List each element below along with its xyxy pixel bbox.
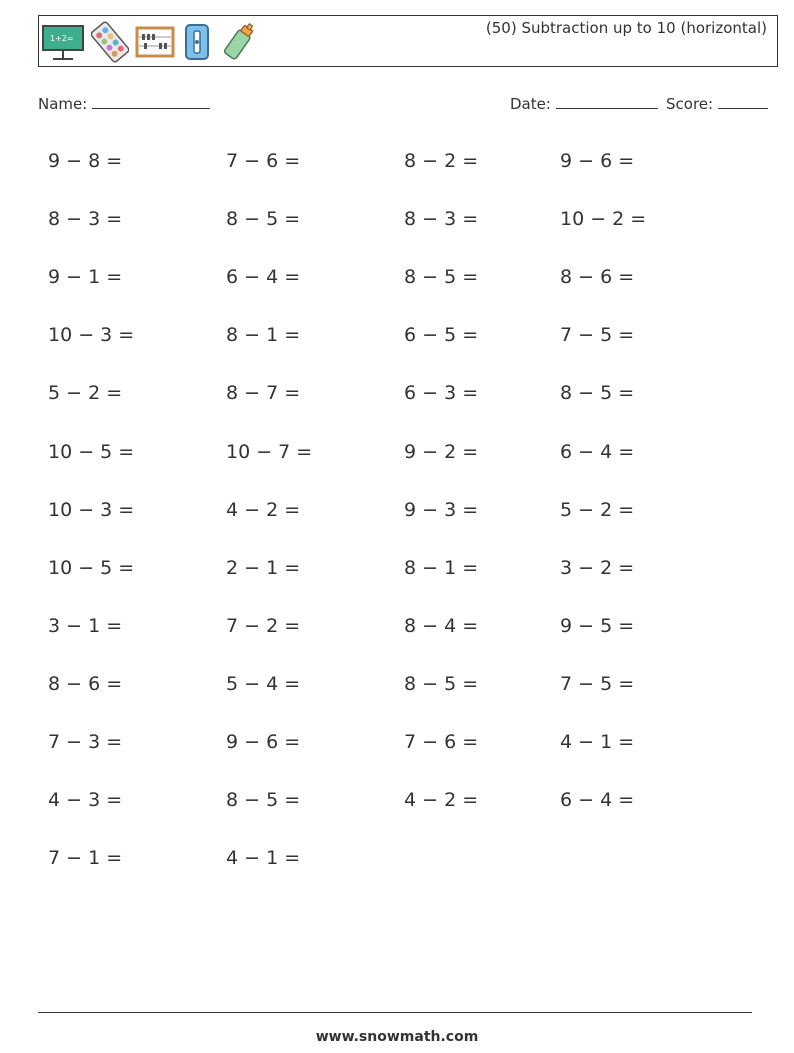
problem-item: 7 − 2 = xyxy=(226,615,301,637)
date-blank-line[interactable] xyxy=(556,94,658,109)
date-label: Date: xyxy=(510,95,551,113)
problem-item: 6 − 5 = xyxy=(404,324,479,346)
date-field[interactable] xyxy=(510,94,658,113)
problem-item: 8 − 3 = xyxy=(404,208,479,230)
problem-item: 5 − 4 = xyxy=(226,673,301,695)
svg-text:1+2=: 1+2= xyxy=(50,34,74,43)
score-label: Score: xyxy=(666,95,714,113)
problem-item: 9 − 3 = xyxy=(404,499,479,521)
problem-item: 7 − 6 = xyxy=(404,731,479,753)
worksheet-title: (50) Subtraction up to 10 (horizontal) xyxy=(485,19,767,37)
problem-item: 10 − 5 = xyxy=(48,557,135,579)
problem-item: 7 − 3 = xyxy=(48,731,123,753)
problem-item: 8 − 5 = xyxy=(404,673,479,695)
problem-item: 8 − 3 = xyxy=(48,208,123,230)
footer-divider xyxy=(38,1012,752,1013)
problem-item: 8 − 6 = xyxy=(560,266,635,288)
score-blank-line[interactable] xyxy=(718,94,768,109)
problem-item: 3 − 2 = xyxy=(560,557,635,579)
problem-item: 9 − 8 = xyxy=(48,150,123,172)
problem-item: 9 − 6 = xyxy=(560,150,635,172)
problem-item: 8 − 5 = xyxy=(226,208,301,230)
problem-item: 9 − 1 = xyxy=(48,266,123,288)
problem-item: 10 − 3 = xyxy=(48,499,135,521)
icon-strip xyxy=(41,19,257,65)
name-blank-line[interactable] xyxy=(92,94,210,109)
problem-item: 8 − 7 = xyxy=(226,382,301,404)
problem-item: 10 − 7 = xyxy=(226,441,313,463)
header-box xyxy=(38,15,778,67)
footer-site: www.snowmath.com xyxy=(315,1029,479,1045)
problem-item: 4 − 2 = xyxy=(404,789,479,811)
problem-item: 7 − 6 = xyxy=(226,150,301,172)
problem-item: 9 − 6 = xyxy=(226,731,301,753)
problem-item: 7 − 5 = xyxy=(560,673,635,695)
problem-item: 9 − 2 = xyxy=(404,441,479,463)
problem-item: 4 − 1 = xyxy=(226,847,301,869)
problem-item: 6 − 4 = xyxy=(560,441,635,463)
problem-item: 6 − 4 = xyxy=(226,266,301,288)
problem-item: 7 − 1 = xyxy=(48,847,123,869)
problem-item: 8 − 5 = xyxy=(226,789,301,811)
problem-item: 3 − 1 = xyxy=(48,615,123,637)
paint-palette-icon xyxy=(91,21,129,63)
problem-item: 8 − 6 = xyxy=(48,673,123,695)
chalkboard-icon xyxy=(41,21,85,63)
problem-item: 4 − 2 = xyxy=(226,499,301,521)
problem-item: 10 − 3 = xyxy=(48,324,135,346)
problem-item: 9 − 5 = xyxy=(560,615,635,637)
problem-item: 2 − 1 = xyxy=(226,557,301,579)
name-field[interactable] xyxy=(38,94,210,113)
problem-item: 6 − 4 = xyxy=(560,789,635,811)
abacus-icon xyxy=(135,24,175,60)
problem-item: 8 − 2 = xyxy=(404,150,479,172)
problem-item: 8 − 5 = xyxy=(404,266,479,288)
problem-item: 6 − 3 = xyxy=(404,382,479,404)
glue-tube-icon xyxy=(221,21,257,63)
problem-item: 10 − 2 = xyxy=(560,208,647,230)
pencil-sharpener-icon xyxy=(183,22,211,62)
name-label: Name: xyxy=(38,95,88,113)
score-field[interactable] xyxy=(666,94,768,113)
problem-item: 8 − 1 = xyxy=(404,557,479,579)
problem-item: 4 − 1 = xyxy=(560,731,635,753)
problem-item: 5 − 2 = xyxy=(48,382,123,404)
problem-item: 4 − 3 = xyxy=(48,789,123,811)
problem-item: 5 − 2 = xyxy=(560,499,635,521)
problem-item: 8 − 5 = xyxy=(560,382,635,404)
problem-item: 10 − 5 = xyxy=(48,441,135,463)
problem-item: 8 − 1 = xyxy=(226,324,301,346)
problem-item: 7 − 5 = xyxy=(560,324,635,346)
problem-item: 8 − 4 = xyxy=(404,615,479,637)
